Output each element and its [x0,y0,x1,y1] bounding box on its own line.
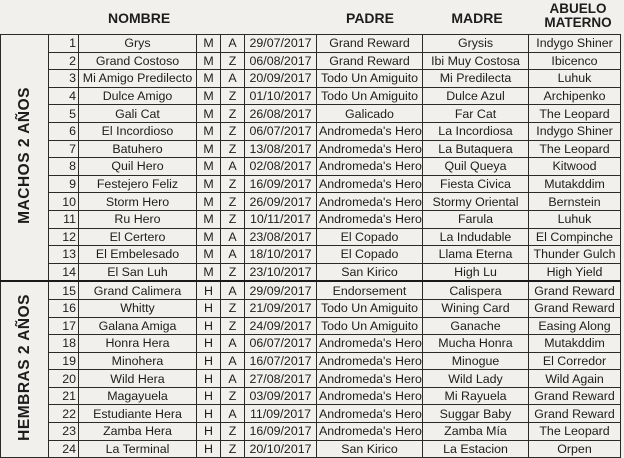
table-row [1,405,621,423]
cell-padre: Andromeda's Hero [317,370,423,388]
cell-madre: Fiesta Civica [423,175,529,193]
cell-madre: Farula [423,210,529,228]
header-abuelo-line2: MATERNO [544,15,612,30]
cell-pelo: Z [221,423,245,441]
cell-abuelo-materno: Easing Along [529,317,621,335]
cell-padre: Grand Reward [317,52,423,70]
cell-sexo: H [197,440,221,458]
cell-fecha: 23/10/2017 [245,263,317,281]
cell-abuelo-materno: Luhuk [529,70,621,88]
cell-number: 1 [49,35,79,53]
header-nombre: NOMBRE [108,10,171,26]
cell-abuelo-materno: Indygo Shiner [529,35,621,53]
cell-padre: Andromeda's Hero [317,122,423,140]
cell-abuelo-materno: Orpen [529,440,621,458]
cell-padre: Todo Un Amiguito [317,317,423,335]
table-row [1,335,621,353]
cell-sexo: H [197,317,221,335]
cell-nombre: Grand Costoso [79,52,197,70]
cell-number: 9 [49,175,79,193]
cell-madre: Llama Eterna [423,246,529,264]
cell-abuelo-materno: Indygo Shiner [529,122,621,140]
cell-sexo: M [197,246,221,264]
cell-sexo: M [197,263,221,281]
cell-number: 16 [49,299,79,317]
cell-padre: Todo Un Amiguito [317,299,423,317]
cell-number: 17 [49,317,79,335]
cell-fecha: 10/11/2017 [245,210,317,228]
cell-number: 11 [49,210,79,228]
cell-pelo: A [221,370,245,388]
table-row [1,387,621,405]
cell-pelo: Z [221,105,245,123]
cell-padre: Andromeda's Hero [317,210,423,228]
table-row [1,246,621,264]
cell-madre: Dulce Azul [423,87,529,105]
cell-madre: Zamba Mía [423,423,529,441]
cell-fecha: 16/09/2017 [245,175,317,193]
table-row [1,87,621,105]
cell-madre: High Lu [423,263,529,281]
cell-number: 23 [49,423,79,441]
cell-number: 22 [49,405,79,423]
cell-fecha: 20/09/2017 [245,70,317,88]
cell-number: 21 [49,387,79,405]
cell-number: 4 [49,87,79,105]
cell-pelo: A [221,352,245,370]
cell-padre: Andromeda's Hero [317,405,423,423]
table-row [1,70,621,88]
cell-abuelo-materno: The Leopard [529,105,621,123]
cell-padre: El Copado [317,246,423,264]
cell-padre: Andromeda's Hero [317,193,423,211]
table-row [1,35,621,53]
cell-sexo: M [197,52,221,70]
cell-pelo: A [221,281,245,299]
cell-abuelo-materno: El Compinche [529,228,621,246]
cell-madre: Ibi Muy Costosa [423,52,529,70]
cell-pelo: Z [221,299,245,317]
cell-abuelo-materno: Archipenko [529,87,621,105]
cell-padre: Andromeda's Hero [317,423,423,441]
cell-madre: Ganache [423,317,529,335]
cell-pelo: Z [221,317,245,335]
cell-fecha: 26/08/2017 [245,105,317,123]
cell-number: 5 [49,105,79,123]
table-row [1,281,621,299]
cell-padre: Andromeda's Hero [317,335,423,353]
cell-fecha: 02/08/2017 [245,158,317,176]
cell-number: 18 [49,335,79,353]
cell-nombre: Zamba Hera [79,423,197,441]
table-row [1,299,621,317]
cell-padre: Todo Un Amiguito [317,70,423,88]
cell-fecha: 11/09/2017 [245,405,317,423]
table-row [1,423,621,441]
table-row [1,193,621,211]
cell-nombre: Festejero Feliz [79,175,197,193]
cell-nombre: Gali Cat [79,105,197,123]
cell-number: 2 [49,52,79,70]
cell-number: 8 [49,158,79,176]
table-row [1,122,621,140]
cell-pelo: Z [221,387,245,405]
cell-madre: Minogue [423,352,529,370]
cell-abuelo-materno: Mutakddim [529,335,621,353]
cell-pelo: Z [221,175,245,193]
table-row [1,263,621,281]
cell-nombre: Grys [79,35,197,53]
cell-sexo: H [197,423,221,441]
group-label: HEMBRAS 2 AÑOS [15,294,33,442]
cell-number: 15 [49,281,79,299]
cell-sexo: H [197,405,221,423]
cell-nombre: El Incordioso [79,122,197,140]
cell-sexo: H [197,387,221,405]
horses-table [0,34,621,458]
cell-fecha: 16/09/2017 [245,423,317,441]
cell-abuelo-materno: Wild Again [529,370,621,388]
cell-fecha: 16/07/2017 [245,352,317,370]
cell-madre: La Estacion [423,440,529,458]
cell-sexo: M [197,105,221,123]
cell-nombre: Quil Hero [79,158,197,176]
cell-fecha: 29/07/2017 [245,35,317,53]
cell-padre: San Kirico [317,263,423,281]
cell-padre: Endorsement [317,281,423,299]
cell-nombre: Honra Hera [79,335,197,353]
cell-sexo: H [197,352,221,370]
table-row [1,352,621,370]
table-row [1,52,621,70]
cell-pelo: Z [221,440,245,458]
cell-nombre: Magayuela [79,387,197,405]
cell-nombre: Whitty [79,299,197,317]
table-row [1,370,621,388]
table-row [1,105,621,123]
cell-padre: Galicado [317,105,423,123]
cell-abuelo-materno: The Leopard [529,140,621,158]
group-label-cell [1,35,49,282]
cell-sexo: M [197,210,221,228]
cell-pelo: A [221,228,245,246]
cell-sexo: H [197,335,221,353]
cell-abuelo-materno: The Leopard [529,423,621,441]
cell-sexo: H [197,370,221,388]
table-row [1,228,621,246]
header-padre: PADRE [346,10,394,26]
cell-pelo: A [221,405,245,423]
cell-madre: Mi Rayuela [423,387,529,405]
cell-number: 13 [49,246,79,264]
cell-pelo: Z [221,52,245,70]
cell-madre: La Indudable [423,228,529,246]
cell-pelo: Z [221,122,245,140]
cell-fecha: 24/09/2017 [245,317,317,335]
cell-sexo: M [197,87,221,105]
cell-madre: La Butaquera [423,140,529,158]
cell-sexo: H [197,281,221,299]
cell-pelo: Z [221,87,245,105]
cell-fecha: 20/10/2017 [245,440,317,458]
cell-sexo: M [197,158,221,176]
cell-padre: San Kirico [317,440,423,458]
group-label: MACHOS 2 AÑOS [15,87,33,225]
cell-padre: Andromeda's Hero [317,158,423,176]
cell-pelo: Z [221,193,245,211]
cell-padre: Andromeda's Hero [317,140,423,158]
cell-fecha: 06/07/2017 [245,122,317,140]
cell-abuelo-materno: Ibicenco [529,52,621,70]
cell-nombre: Batuhero [79,140,197,158]
cell-padre: Todo Un Amiguito [317,87,423,105]
table-row [1,158,621,176]
cell-sexo: M [197,228,221,246]
cell-madre: Mi Predilecta [423,70,529,88]
cell-number: 12 [49,228,79,246]
cell-fecha: 01/10/2017 [245,87,317,105]
cell-madre: Calispera [423,281,529,299]
cell-nombre: El Certero [79,228,197,246]
cell-fecha: 06/07/2017 [245,335,317,353]
table-row [1,175,621,193]
cell-abuelo-materno: Luhuk [529,210,621,228]
cell-madre: Stormy Oriental [423,193,529,211]
cell-pelo: A [221,158,245,176]
header-madre: MADRE [451,10,503,26]
cell-abuelo-materno: El Corredor [529,352,621,370]
cell-nombre: Galana Amiga [79,317,197,335]
cell-abuelo-materno: High Yield [529,263,621,281]
cell-nombre: La Terminal [79,440,197,458]
cell-number: 7 [49,140,79,158]
header-abuelo-line1: ABUELO [549,1,607,16]
cell-padre: Andromeda's Hero [317,175,423,193]
cell-padre: Andromeda's Hero [317,352,423,370]
cell-sexo: M [197,193,221,211]
cell-nombre: Storm Hero [79,193,197,211]
cell-madre: Wining Card [423,299,529,317]
cell-abuelo-materno: Grand Reward [529,281,621,299]
cell-pelo: Z [221,263,245,281]
cell-nombre: El Embelesado [79,246,197,264]
cell-padre: El Copado [317,228,423,246]
cell-fecha: 23/08/2017 [245,228,317,246]
cell-nombre: Dulce Amigo [79,87,197,105]
cell-pelo: Z [221,210,245,228]
group-label-cell [1,281,49,457]
cell-madre: Quil Queya [423,158,529,176]
cell-nombre: Ru Hero [79,210,197,228]
cell-number: 20 [49,370,79,388]
cell-pelo: A [221,70,245,88]
cell-sexo: M [197,122,221,140]
cell-number: 10 [49,193,79,211]
cell-abuelo-materno: Thunder Gulch [529,246,621,264]
cell-pelo: A [221,335,245,353]
table-row [1,210,621,228]
cell-pelo: A [221,246,245,264]
cell-madre: Mucha Honra [423,335,529,353]
cell-nombre: Grand Calimera [79,281,197,299]
cell-abuelo-materno: Grand Reward [529,299,621,317]
cell-madre: Suggar Baby [423,405,529,423]
cell-number: 14 [49,263,79,281]
cell-fecha: 03/09/2017 [245,387,317,405]
cell-number: 3 [49,70,79,88]
cell-madre: La Incordiosa [423,122,529,140]
cell-sexo: M [197,175,221,193]
cell-sexo: H [197,299,221,317]
cell-fecha: 27/08/2017 [245,370,317,388]
cell-number: 6 [49,122,79,140]
cell-abuelo-materno: Grand Reward [529,387,621,405]
cell-madre: Grysis [423,35,529,53]
cell-number: 24 [49,440,79,458]
cell-abuelo-materno: Grand Reward [529,405,621,423]
cell-padre: Grand Reward [317,35,423,53]
cell-fecha: 21/09/2017 [245,299,317,317]
cell-number: 19 [49,352,79,370]
header-abuelo-materno [532,2,624,30]
cell-nombre: Estudiante Hera [79,405,197,423]
cell-madre: Wild Lady [423,370,529,388]
cell-fecha: 13/08/2017 [245,140,317,158]
cell-padre: Andromeda's Hero [317,387,423,405]
cell-fecha: 18/10/2017 [245,246,317,264]
cell-abuelo-materno: Bernstein [529,193,621,211]
table-row [1,317,621,335]
cell-abuelo-materno: Kitwood [529,158,621,176]
cell-fecha: 26/09/2017 [245,193,317,211]
table-row [1,440,621,458]
cell-nombre: El San Luh [79,263,197,281]
cell-pelo: A [221,35,245,53]
cell-fecha: 29/09/2017 [245,281,317,299]
cell-nombre: Mi Amigo Predilecto [79,70,197,88]
column-header-row [0,0,624,34]
cell-sexo: M [197,140,221,158]
cell-nombre: Minohera [79,352,197,370]
cell-pelo: Z [221,140,245,158]
cell-fecha: 06/08/2017 [245,52,317,70]
table-row [1,140,621,158]
cell-madre: Far Cat [423,105,529,123]
cell-abuelo-materno: Mutakddim [529,175,621,193]
cell-sexo: M [197,35,221,53]
cell-nombre: Wild Hera [79,370,197,388]
cell-sexo: M [197,70,221,88]
